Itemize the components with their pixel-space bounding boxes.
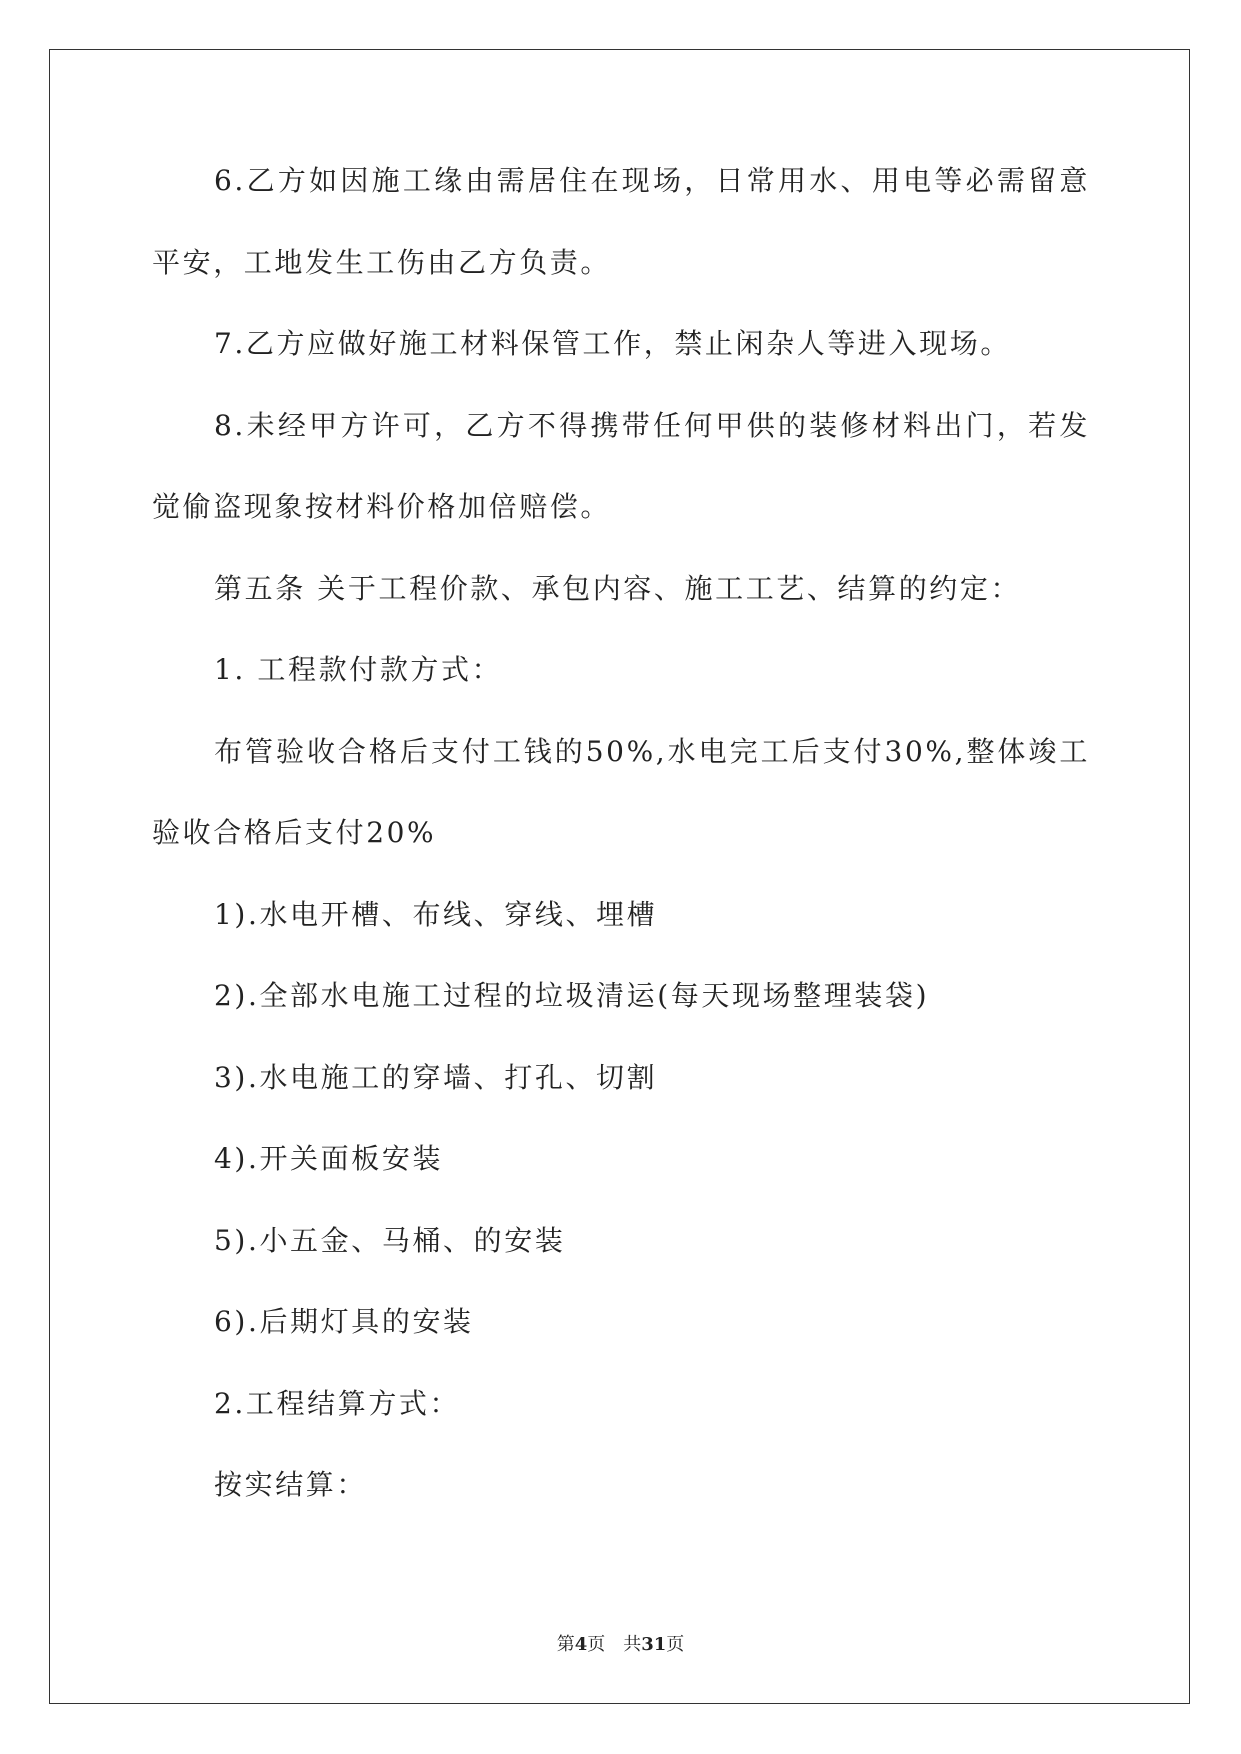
list-item-5: 5).小五金、马桶、的安装	[214, 1223, 566, 1257]
footer-prefix: 第	[556, 1634, 575, 1655]
paragraph-item-7: 7.乙方应做好施工材料保管工作，禁止闲杂人等进入现场。	[214, 327, 1011, 360]
list-item-6: 6).后期灯具的安装	[214, 1305, 474, 1338]
subheading-payment-method: 1. 工程款付款方式：	[214, 653, 503, 686]
footer-total-suffix: 页	[666, 1634, 685, 1655]
page-footer	[0, 1630, 1241, 1656]
paragraph-item-6: 6.乙方如因施工缘由需居住在现场，日常用水、用电等必需留意平安，工地发生工伤由乙方负责。	[152, 164, 1090, 279]
paragraph-payment-schedule: 布管验收合格后支付工钱的50%,水电完工后支付30%,整体竣工验收合格后支付20%	[152, 734, 1090, 849]
list-item-4: 4).开关面板安装	[214, 1142, 444, 1175]
footer-page-word: 页	[587, 1634, 606, 1655]
total-page-number: 31	[641, 1634, 667, 1655]
document-body	[152, 160, 1090, 1526]
list-item-3: 3).水电施工的穿墙、打孔、切割	[214, 1060, 658, 1094]
section-heading-article-5: 第五条 关于工程价款、承包内容、施工工艺、结算的约定：	[214, 571, 1022, 605]
footer-total-prefix: 共	[623, 1634, 642, 1655]
list-item-2: 2).全部水电施工过程的垃圾清运(每天现场整理装袋)	[214, 979, 930, 1012]
subheading-settlement-method: 2.工程结算方式：	[214, 1386, 461, 1420]
paragraph-settlement: 按实结算：	[214, 1468, 368, 1501]
paragraph-item-8: 8.未经甲方许可，乙方不得携带任何甲供的装修材料出门，若发觉偷盗现象按材料价格加倍赔偿。	[152, 408, 1090, 523]
current-page-number: 4	[574, 1634, 588, 1655]
list-item-1: 1).水电开槽、布线、穿线、埋槽	[214, 897, 658, 931]
